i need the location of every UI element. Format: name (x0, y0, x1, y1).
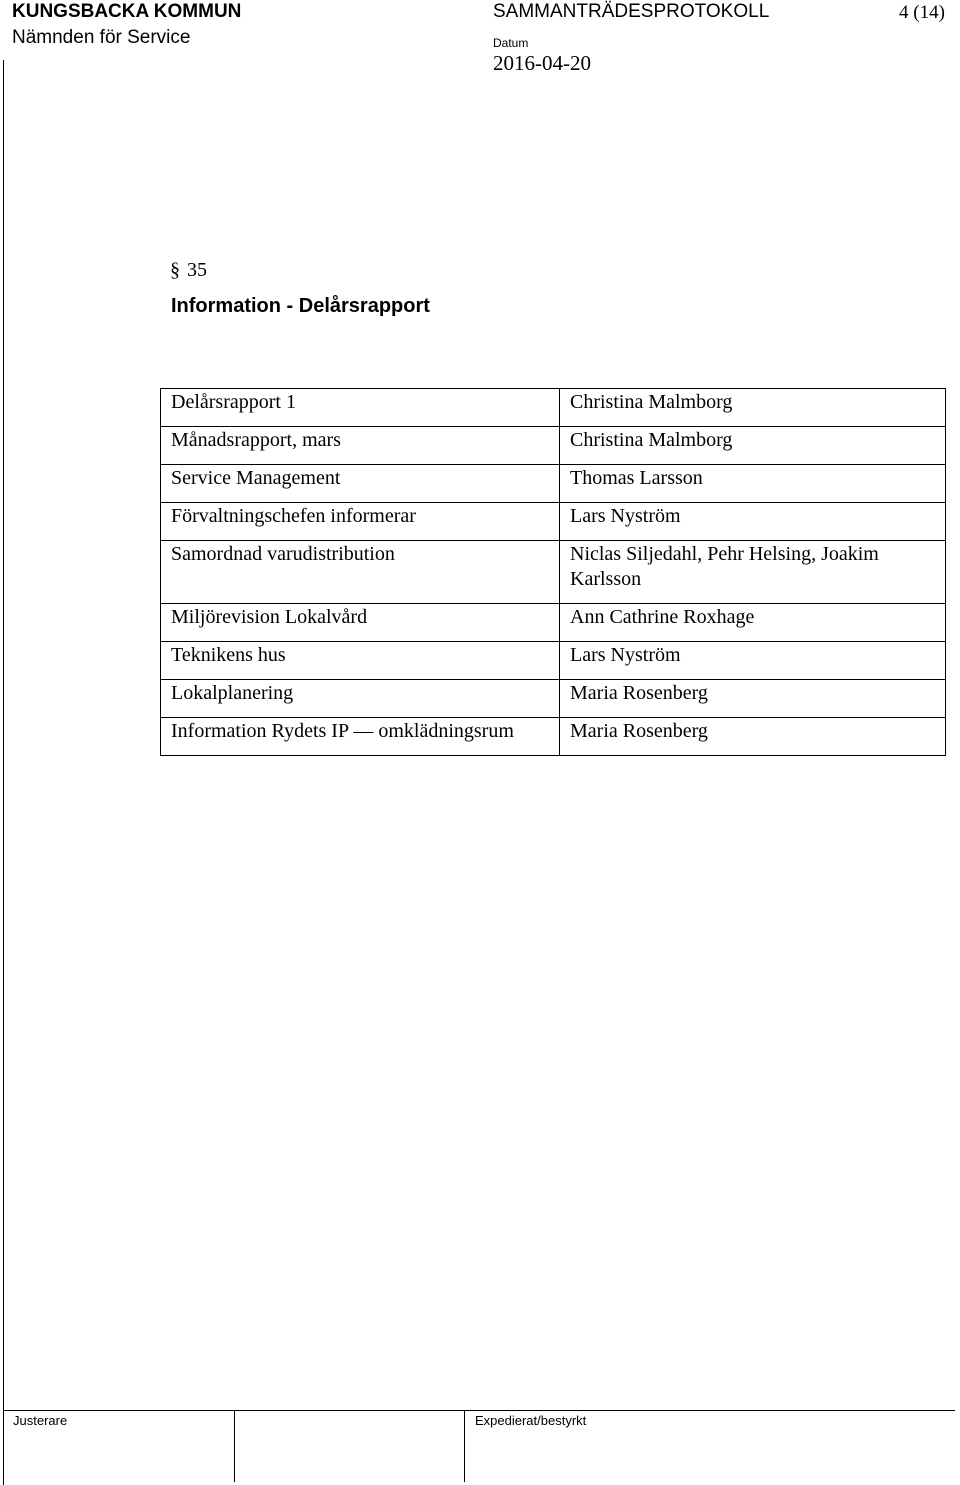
table-row (161, 427, 946, 465)
agenda-presenter: Ann Cathrine Roxhage (560, 604, 946, 642)
footer-rule (3, 1410, 955, 1411)
footer-divider (234, 1410, 235, 1482)
table-row (161, 389, 946, 427)
document-type: SAMMANTRÄDESPROTOKOLL (493, 1, 770, 22)
justerare-label: Justerare (13, 1413, 68, 1428)
agenda-topic: Samordnad varudistribution (161, 541, 560, 604)
agenda-presenter: Niclas Siljedahl, Pehr Helsing, Joakim Karlsson (560, 541, 946, 604)
left-margin-rule (3, 60, 4, 1485)
agenda-topic: Service Management (161, 465, 560, 503)
agenda-presenter: Maria Rosenberg (560, 718, 946, 756)
agenda-presenter: Lars Nyström (560, 503, 946, 541)
agenda-topic: Miljörevision Lokalvård (161, 604, 560, 642)
agenda-presenter: Maria Rosenberg (560, 680, 946, 718)
page-number: 4 (14) (899, 2, 945, 23)
table-row (161, 680, 946, 718)
date-label: Datum (493, 36, 529, 50)
agenda-topic: Lokalplanering (161, 680, 560, 718)
section-number (170, 259, 207, 282)
organization-name: KUNGSBACKA KOMMUN (12, 1, 242, 22)
footer-divider (464, 1410, 465, 1482)
agenda-presenter: Lars Nyström (560, 642, 946, 680)
committee-name: Nämnden för Service (12, 27, 191, 48)
agenda-presenter: Christina Malmborg (560, 389, 946, 427)
table-row (161, 718, 946, 756)
agenda-table (160, 388, 946, 756)
agenda-topic: Förvaltningschefen informerar (161, 503, 560, 541)
paragraph-symbol: § (170, 259, 180, 281)
table-row (161, 642, 946, 680)
section-number-value: 35 (187, 259, 207, 281)
agenda-presenter: Thomas Larsson (560, 465, 946, 503)
date-value: 2016-04-20 (493, 51, 591, 75)
expedierat-label: Expedierat/bestyrkt (475, 1413, 587, 1428)
table-row (161, 503, 946, 541)
table-row (161, 604, 946, 642)
table-row (161, 465, 946, 503)
table-row (161, 541, 946, 604)
agenda-topic: Information Rydets IP — omklädningsrum (161, 718, 560, 756)
section-title: Information - Delårsrapport (171, 295, 430, 317)
agenda-topic: Teknikens hus (161, 642, 560, 680)
agenda-topic: Delårsrapport 1 (161, 389, 560, 427)
agenda-topic: Månadsrapport, mars (161, 427, 560, 465)
agenda-presenter: Christina Malmborg (560, 427, 946, 465)
